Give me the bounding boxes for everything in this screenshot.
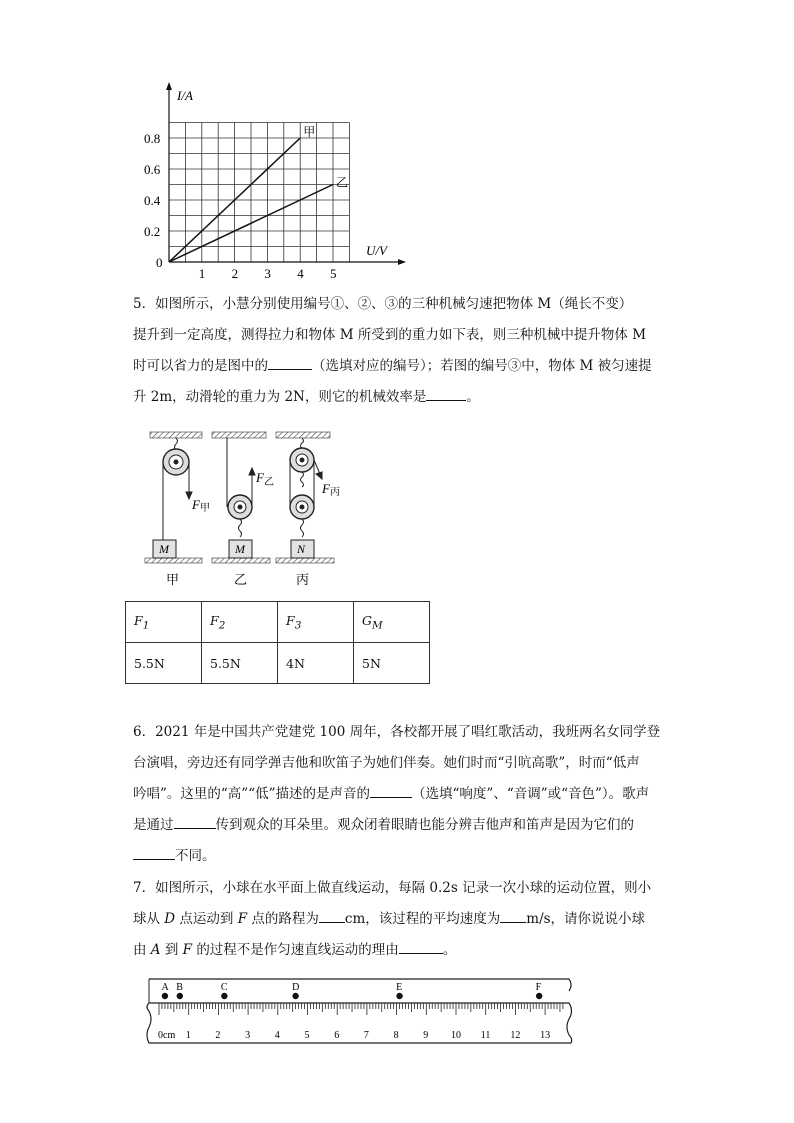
- ruler-number: 5: [304, 1030, 310, 1041]
- q5-line-4-a: 升 2m，动滑轮的重力为 2N，则它的机械效率是: [133, 389, 427, 405]
- y-tick-labels: [144, 131, 161, 239]
- ball-label: D: [292, 982, 300, 993]
- x-tick-label: 4: [297, 266, 304, 281]
- q6-line-1: 6．2021 年是中国共产党建党 100 周年，各校都开展了唱红歌活动，我班两名女同学登: [133, 724, 661, 740]
- x-tick-labels: [199, 266, 337, 281]
- ball-label: C: [220, 982, 228, 993]
- table-header-row: [126, 602, 430, 643]
- q6-line-3: [133, 779, 673, 810]
- pulley-diagram: [140, 427, 380, 592]
- origin-label: 0: [156, 255, 163, 270]
- ball-marker: [162, 993, 168, 999]
- floor-jia: [145, 558, 202, 563]
- ruler-number: 9: [423, 1030, 429, 1041]
- q7-line-2-c: 点的路程为: [251, 911, 319, 927]
- q6-blank-2[interactable]: [174, 814, 216, 829]
- y-tick-label: 0.6: [144, 162, 161, 177]
- q5-blank-2[interactable]: [426, 386, 466, 401]
- block-label-bing: N: [297, 542, 306, 556]
- q5-line-4: [133, 382, 673, 413]
- q7-line-2-b: 点运动到: [179, 911, 234, 927]
- table-header-cell: $G_M$: [354, 602, 430, 643]
- force-label-bing: F丙: [322, 481, 340, 498]
- ball-marker: [536, 993, 542, 999]
- ruler-body: [147, 1003, 572, 1043]
- force-label-yi: $F_乙$: [256, 470, 274, 488]
- ball-marker: [396, 993, 402, 999]
- q7-line-3-b: 到: [164, 942, 179, 958]
- ruler-number: 13: [540, 1030, 551, 1041]
- series-label-jia: 甲: [303, 125, 316, 139]
- series-label-yi: 乙: [336, 175, 349, 190]
- x-tick-label: 2: [231, 266, 239, 281]
- ceiling-bing: [276, 432, 330, 438]
- q7-point-f: F: [237, 911, 248, 927]
- block-label-jia: M: [159, 542, 169, 556]
- pulley-jia: [163, 438, 192, 540]
- y-tick-label: 0.4: [144, 193, 161, 208]
- ball-label: A: [161, 982, 169, 993]
- q5-blank-1[interactable]: [268, 355, 312, 370]
- floor-yi: [212, 558, 270, 563]
- x-tick-label: 1: [198, 266, 206, 281]
- ruler-number: 4: [274, 1030, 280, 1041]
- iu-graph: [140, 80, 410, 285]
- q5-line-4-b: 。: [466, 389, 480, 405]
- ruler-number: 7: [363, 1030, 369, 1041]
- graph-grid: [169, 123, 349, 263]
- table-header-cell: $F_3$: [278, 602, 354, 643]
- ball-marker: [292, 993, 298, 999]
- q5-line-1: 5．如图所示，小慧分别使用编号①、②、③的三种机械匀速把物体 M（绳长不变）: [133, 296, 633, 312]
- ruler-number: 10: [451, 1030, 461, 1041]
- q7-line-2: [133, 904, 673, 935]
- q5-line-3-a: 时可以省力的是图中的: [133, 358, 268, 374]
- q7-line-2-e: m/s，请你说说小球: [526, 911, 646, 927]
- q7-line-3-d: 。: [442, 942, 457, 958]
- q6-line-2: 台演唱，旁边还有同学弹吉他和吹笛子为她们伴奏。她们时而“引吭高歌”，时而“低声: [133, 755, 640, 771]
- caption-bing: 丙: [296, 572, 310, 587]
- y-tick-label: 0.2: [144, 224, 161, 239]
- q7-line-2-a: 球从: [133, 911, 160, 927]
- q5-line-2: 提升到一定高度，测得拉力和物体 M 所受到的重力如下表，则三种机械中提升物体 M: [133, 327, 647, 343]
- q5-line-3: [133, 351, 673, 382]
- block-label-yi: M: [235, 542, 245, 556]
- y-axis-arrow: [166, 82, 172, 90]
- q7-line-3-c: 的过程不是作匀速直线运动的理由: [196, 942, 399, 958]
- force-table: [125, 601, 430, 684]
- x-axis-arrow: [398, 259, 406, 265]
- ball-marker: [221, 993, 227, 999]
- question-5: [133, 289, 673, 413]
- table-header-cell: $F_1$: [126, 602, 202, 643]
- pulley-bing: [290, 438, 322, 537]
- table-cell: 5.5N: [202, 643, 278, 684]
- x-axis-label: U/V: [366, 243, 387, 258]
- y-axis-label: I/A: [177, 88, 193, 103]
- q6-line-5-b: 不同。: [175, 848, 216, 864]
- q7-line-2-d: cm，该过程的平均速度为: [344, 911, 501, 927]
- ruler-balls: [161, 982, 542, 999]
- ruler-diagram: [145, 975, 577, 1047]
- ball-label: B: [176, 982, 183, 993]
- floor-bing: [276, 558, 334, 563]
- table-cell: 5N: [354, 643, 430, 684]
- x-tick-label: 5: [330, 266, 337, 281]
- table-header-cell: $F_2$: [202, 602, 278, 643]
- q6-line-4-b: 传到观众的耳朵里。观众闭着眼睛也能分辨吉他声和笛声是因为它们的: [215, 817, 634, 833]
- ruler-number: 1: [185, 1030, 191, 1041]
- q6-blank-3[interactable]: [133, 845, 175, 860]
- ruler-top-line: [149, 979, 571, 991]
- q7-blank-2[interactable]: [500, 908, 526, 923]
- question-7: [133, 873, 673, 966]
- q7-point-d: D: [164, 911, 176, 927]
- ruler-number: 3: [245, 1030, 251, 1041]
- q6-line-3-b: （选填“响度”、“音调”或“音色”）。歌声: [412, 786, 650, 802]
- ball-label: F: [535, 982, 542, 993]
- ceiling-jia: [150, 432, 202, 438]
- ball-label: E: [396, 982, 403, 993]
- q6-blank-1[interactable]: [370, 783, 412, 798]
- caption-yi: 乙: [234, 572, 248, 587]
- q7-blank-1[interactable]: [319, 908, 345, 923]
- q7-line-3-a: 由: [133, 942, 147, 958]
- table-cell: 4N: [278, 643, 354, 684]
- table-row: [126, 643, 430, 684]
- q7-point-a: A: [150, 942, 161, 958]
- question-6: [133, 717, 673, 872]
- ruler-number: 12: [510, 1030, 521, 1041]
- q6-line-4: [133, 810, 673, 841]
- q7-line-3: [133, 935, 673, 966]
- q6-line-3-a: 吟唱”。这里的“高”“低”描述的是声音的: [133, 786, 371, 802]
- q7-point-f-2: F: [182, 942, 193, 958]
- caption-jia: 甲: [166, 572, 180, 587]
- ruler-number: 6: [334, 1030, 340, 1041]
- ruler-number: 2: [215, 1030, 221, 1041]
- table-cell: 5.5N: [126, 643, 202, 684]
- q7-blank-3[interactable]: [399, 939, 443, 954]
- q7-line-1: 7．如图所示，小球在水平面上做直线运动，每隔 0.2s 记录一次小球的运动位置，则小: [133, 880, 652, 896]
- ruler-number: 11: [480, 1030, 491, 1041]
- x-tick-label: 3: [264, 266, 271, 281]
- force-label-jia: F甲: [192, 497, 210, 514]
- ruler-zero-label: 0cm: [158, 1030, 176, 1041]
- q6-line-4-a: 是通过: [133, 817, 174, 833]
- q6-line-5: [133, 841, 673, 872]
- pulley-yi: [227, 438, 255, 537]
- ball-marker: [177, 993, 183, 999]
- ruler-number: 8: [393, 1030, 399, 1041]
- q5-line-3-b: （选填对应的编号）；若图的编号③中，物体 M 被匀速提: [312, 358, 652, 374]
- y-tick-label: 0.8: [144, 131, 161, 146]
- ceiling-yi: [212, 432, 266, 438]
